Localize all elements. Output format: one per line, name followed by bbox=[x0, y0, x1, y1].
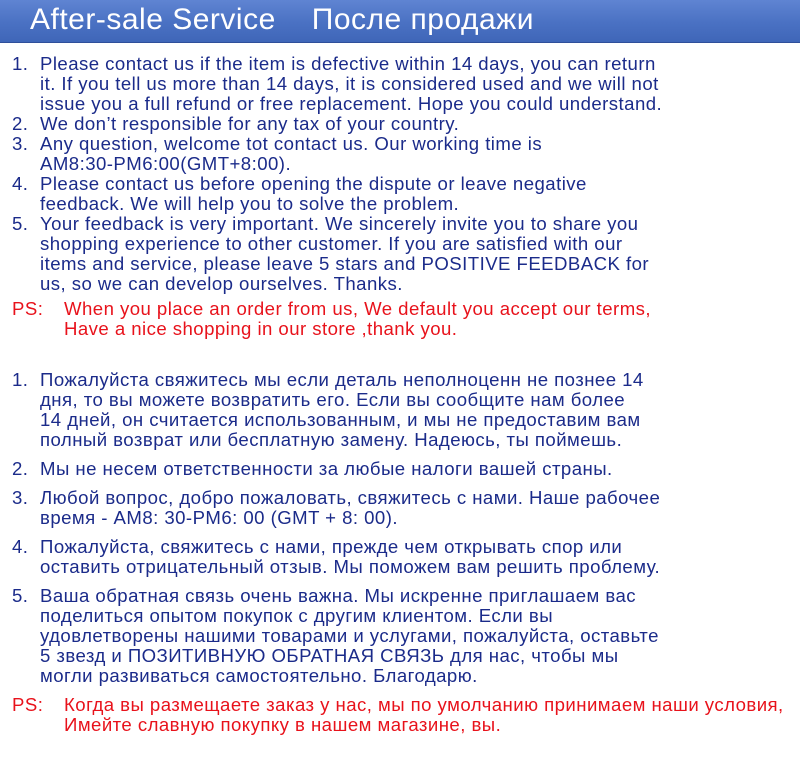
text-line: поделиться опытом покупок с другим клиентом. Если вы bbox=[40, 605, 554, 626]
item-text bbox=[40, 174, 587, 214]
text-line: удовлетворены нашими товарами и услугами, пожалуйста, оставьте bbox=[40, 625, 659, 646]
text-line: могли развиваться самостоятельно. Благодарю. bbox=[40, 665, 478, 686]
text-line: Любой вопрос, добро пожаловать, свяжитесь с нами. Наше рабочее bbox=[40, 487, 661, 508]
text-line: Пожалуйста, свяжитесь с нами, прежде чем открывать спор или bbox=[40, 536, 623, 557]
item-text bbox=[40, 459, 613, 479]
item-number: 1. bbox=[12, 53, 29, 74]
list-item bbox=[12, 134, 794, 174]
item-text bbox=[40, 370, 644, 450]
text-line: Have a nice shopping in our store ,thank you. bbox=[64, 318, 458, 339]
text-line: Мы не несем ответственности за любые налоги вашей страны. bbox=[40, 458, 613, 479]
list-item bbox=[12, 114, 794, 134]
text-line: feedback. We will help you to solve the problem. bbox=[40, 193, 460, 214]
text-line: Please contact us if the item is defective within 14 days, you can return bbox=[40, 53, 656, 74]
item-text bbox=[40, 134, 542, 174]
text-line: оставить отрицательный отзыв. Мы поможем вам решить проблему. bbox=[40, 556, 661, 577]
item-number: 4. bbox=[12, 173, 29, 194]
list-item bbox=[12, 54, 794, 114]
text-line: Please contact us before opening the dispute or leave negative bbox=[40, 173, 587, 194]
text-line: Any question, welcome tot contact us. Our working time is bbox=[40, 133, 543, 154]
item-text bbox=[40, 114, 459, 134]
title-english: After-sale Service bbox=[30, 3, 276, 36]
item-number: 2. bbox=[12, 458, 29, 479]
text-line: Ваша обратная связь очень важна. Мы искренне приглашаем вас bbox=[40, 585, 637, 606]
item-number: 1. bbox=[12, 369, 29, 390]
ps-label: PS: bbox=[12, 694, 44, 715]
ps-label: PS: bbox=[12, 298, 44, 319]
text-line: issue you a full refund or free replacement. Hope you could understand. bbox=[40, 93, 663, 114]
text-line: it. If you tell us more than 14 days, it is considered used and we will not bbox=[40, 73, 659, 94]
item-number: 5. bbox=[12, 213, 29, 234]
text-line: AM8:30-PM6:00(GMT+8:00). bbox=[40, 153, 292, 174]
header-banner bbox=[0, 0, 800, 43]
text-line: Когда вы размещаете заказ у нас, мы по умолчанию принимаем наши условия, bbox=[64, 694, 784, 715]
item-number: 2. bbox=[12, 113, 29, 134]
item-text bbox=[40, 488, 660, 528]
list-item bbox=[12, 586, 794, 686]
item-text bbox=[40, 54, 662, 114]
text-line: Имейте славную покупку в нашем магазине, вы. bbox=[64, 714, 502, 735]
text-line: shopping experience to other customer. If you are satisfied with our bbox=[40, 233, 623, 254]
text-line: 14 дней, он считается использованным, и мы не предоставим вам bbox=[40, 409, 641, 430]
page-title bbox=[30, 3, 534, 37]
policy-content bbox=[12, 54, 794, 735]
text-line: Your feedback is very important. We sincerely invite you to share you bbox=[40, 213, 639, 234]
item-text bbox=[40, 214, 649, 294]
text-line: время - AM8: 30-PM6: 00 (GMT + 8: 00). bbox=[40, 507, 398, 528]
text-line: полный возврат или бесплатную замену. Надеюсь, ты поймешь. bbox=[40, 429, 623, 450]
item-number: 4. bbox=[12, 536, 29, 557]
text-line: us, so we can develop ourselves. Thanks. bbox=[40, 273, 403, 294]
item-text bbox=[40, 586, 659, 686]
text-line: When you place an order from us, We default you accept our terms, bbox=[64, 298, 651, 319]
item-number: 3. bbox=[12, 487, 29, 508]
english-section bbox=[12, 54, 794, 339]
list-item bbox=[12, 174, 794, 214]
list-item bbox=[12, 537, 794, 577]
text-line: 5 звезд и ПОЗИТИВНУЮ ОБРАТНАЯ СВЯЗЬ для нас, чтобы мы bbox=[40, 645, 619, 666]
ps-text bbox=[64, 695, 784, 735]
list-item bbox=[12, 370, 794, 450]
russian-section bbox=[12, 370, 794, 735]
ps-text bbox=[64, 299, 651, 339]
item-number: 3. bbox=[12, 133, 29, 154]
list-item bbox=[12, 459, 794, 479]
text-line: We don’t responsible for any tax of your country. bbox=[40, 113, 460, 134]
text-line: items and service, please leave 5 stars and POSITIVE FEEDBACK for bbox=[40, 253, 649, 274]
ps-note-english bbox=[12, 299, 794, 339]
item-text bbox=[40, 537, 660, 577]
ps-note-russian bbox=[12, 695, 794, 735]
list-item bbox=[12, 214, 794, 294]
title-russian: После продажи bbox=[311, 3, 534, 36]
list-item bbox=[12, 488, 794, 528]
text-line: дня, то вы можете возвратить его. Если вы сообщите нам более bbox=[40, 389, 626, 410]
text-line: Пожалуйста свяжитесь мы если деталь неполноценн не познее 14 bbox=[40, 369, 644, 390]
item-number: 5. bbox=[12, 585, 29, 606]
